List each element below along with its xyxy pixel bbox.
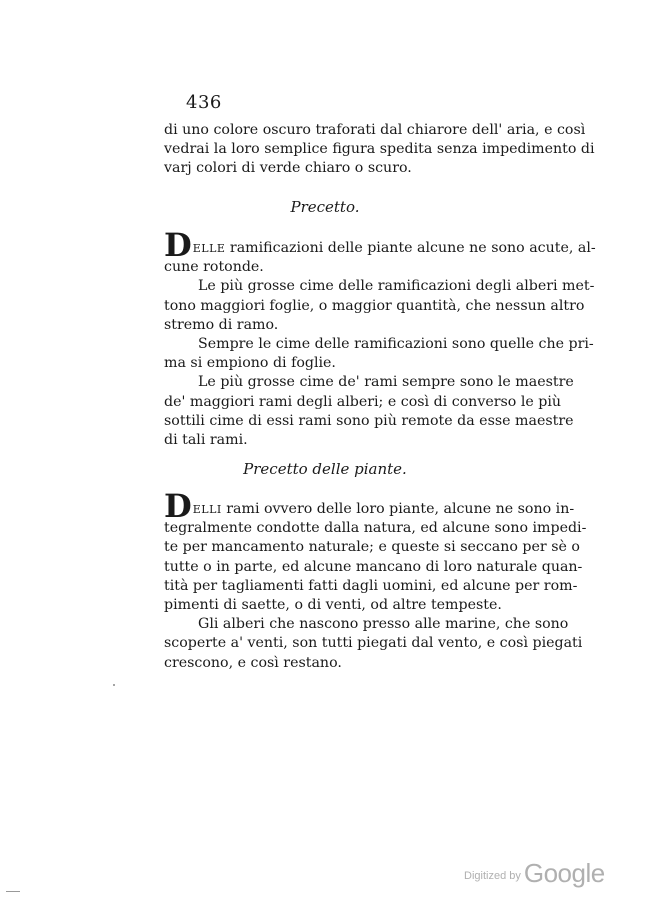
text-line: Sempre le cime delle ramificazioni sono quelle che pri- [198,336,594,353]
text-line: crescono, e così restano. [164,654,342,671]
text-line: stremo di ramo. [164,316,279,333]
line-text: ramificazioni delle piante alcune ne sono acute, al- [225,240,596,256]
text-line [164,226,596,264]
text-line: tutte o in parte, ed alcune mancano di loro naturale quan- [164,558,583,575]
text-line: varj colori di verde chiaro o scuro. [164,160,412,177]
text-line: tono maggiori foglie, o maggior quantità, che nessun altro [164,297,585,314]
text-line [164,487,575,525]
text-line: te per mancamento naturale; e queste si seccano per sè o [164,539,580,556]
drop-cap: D [164,226,192,264]
text-line: Gli alberi che nascono presso alle marine, che sono [198,616,569,633]
watermark-label: Digitized by [464,870,521,882]
text-line: cune rotonde. [164,259,264,276]
text-line: Le più grosse cime delle ramificazioni degli alberi met- [198,278,595,295]
digitized-by-google-watermark [464,858,605,889]
section-heading-precetto-delle-piante: Precetto delle piante. [243,460,407,478]
small-caps: ELLI [192,503,222,516]
page-number: 436 [186,92,222,113]
small-caps: ELLE [192,242,226,255]
scan-speck [6,891,20,892]
section-heading-precetto: Precetto. [290,198,360,216]
text-line: vedrai la loro semplice figura spedita senza impedimento di [164,141,595,158]
scan-speck [113,684,115,686]
line-text: rami ovvero delle loro piante, alcune ne sono in- [221,501,575,517]
text-line: sottili cime di essi rami sono più remote da esse maestre [164,412,574,429]
section1-body [164,226,596,450]
google-logo: Google [523,858,605,888]
text-line: tegralmente condotte dalla natura, ed alcune sono impedi- [164,520,587,537]
top-paragraph [164,121,595,179]
text-line: scoperte a' venti, son tutti piegati dal vento, e così piegati [164,635,583,652]
text-line: Le più grosse cime de' rami sempre sono le maestre [198,374,574,391]
text-line: di uno colore oscuro traforati dal chiarore dell' aria, e così [164,122,586,138]
section2-body [164,487,587,673]
drop-cap: D [164,487,192,525]
text-line: ma si empiono di foglie. [164,355,336,372]
text-line: de' maggiori rami degli alberi; e così di converso le più [164,393,562,410]
text-line: di tali rami. [164,432,248,449]
text-line: tità per tagliamenti fatti dagli uomini, ed alcune per rom- [164,577,578,594]
text-line: pimenti di saette, o di venti, od altre tempeste. [164,597,502,614]
